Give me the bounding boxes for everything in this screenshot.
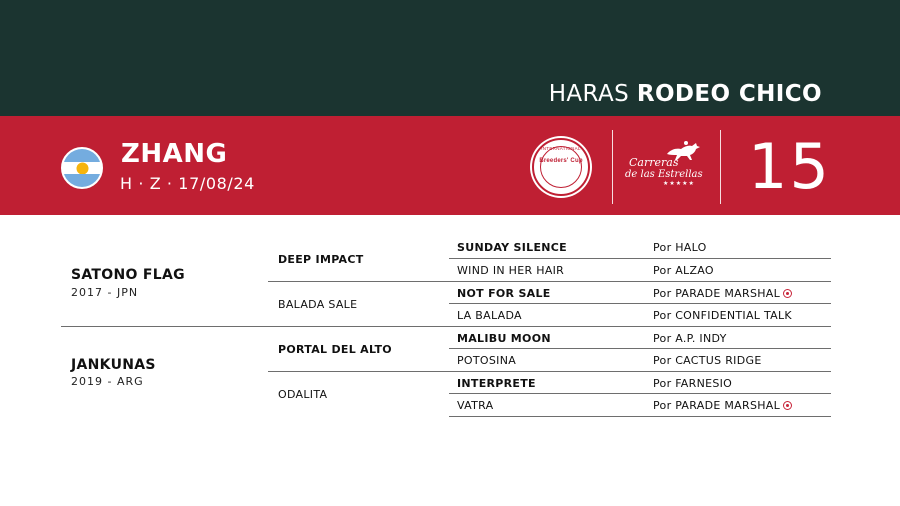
divider xyxy=(720,130,721,204)
g3-por: Por HALO xyxy=(653,241,707,254)
carreras-line1: Carreras xyxy=(629,156,679,169)
argentina-flag-icon xyxy=(61,147,103,189)
sire-sire: DEEP IMPACT xyxy=(278,253,364,266)
row-line xyxy=(449,393,831,394)
g3-por-with-marker xyxy=(653,399,792,412)
g3-name: LA BALADA xyxy=(457,309,522,322)
row-line xyxy=(268,281,831,282)
top-band xyxy=(0,0,900,116)
horse-name: ZHANG xyxy=(121,139,228,169)
g3-name: INTERPRETE xyxy=(457,377,536,390)
g3-por: Por ALZAO xyxy=(653,264,714,277)
g3-por: Por A.P. INDY xyxy=(653,332,727,345)
row-line xyxy=(268,371,831,372)
g3-name: WIND IN HER HAIR xyxy=(457,264,565,277)
g3-por-text: Por PARADE MARSHAL xyxy=(653,287,781,300)
g3-por-with-marker xyxy=(653,287,792,300)
g3-name: MALIBU MOON xyxy=(457,332,551,345)
flag-stripe-top xyxy=(63,149,101,162)
race-number: 15 xyxy=(748,130,831,203)
row-line xyxy=(449,416,831,417)
horse-header xyxy=(0,116,900,215)
row-line xyxy=(449,348,831,349)
carreras-logo xyxy=(625,144,705,198)
brand-light: HARAS xyxy=(548,81,637,107)
sire-sub: 2017 - JPN xyxy=(71,286,139,299)
seal-text: Breeders' Cup xyxy=(539,158,583,164)
brand-bold: RODEO CHICO xyxy=(636,81,822,107)
g3-name: VATRA xyxy=(457,399,494,412)
record-marker-icon xyxy=(783,289,792,298)
g3-name: NOT FOR SALE xyxy=(457,287,551,300)
dam-sub: 2019 - ARG xyxy=(71,375,144,388)
dam-name: JANKUNAS xyxy=(71,357,156,373)
divider xyxy=(612,130,613,204)
stars-icon: ★★★★★ xyxy=(663,181,695,187)
pedigree-table xyxy=(0,215,900,506)
seal-inner-ring xyxy=(540,146,582,188)
sire-name: SATONO FLAG xyxy=(71,267,185,283)
g3-por: Por CONFIDENTIAL TALK xyxy=(653,309,792,322)
dam-sire: PORTAL DEL ALTO xyxy=(278,343,392,356)
dam-dam: ODALITA xyxy=(278,388,328,401)
flag-stripe-bottom xyxy=(63,174,101,187)
row-line xyxy=(449,258,831,259)
g3-name: POTOSINA xyxy=(457,354,517,367)
record-marker-icon xyxy=(783,401,792,410)
g3-por: Por FARNESIO xyxy=(653,377,733,390)
sire-dam: BALADA SALE xyxy=(278,298,358,311)
carreras-line2: de las Estrellas xyxy=(625,169,703,180)
sun-of-may-icon xyxy=(78,164,87,173)
breeders-cup-seal-icon xyxy=(532,138,590,196)
seal-top-text: INTERNATIONAL xyxy=(541,146,581,151)
brand-title xyxy=(549,80,822,107)
g3-por: Por CACTUS RIDGE xyxy=(653,354,762,367)
horse-info: H · Z · 17/08/24 xyxy=(120,174,255,193)
section-line xyxy=(61,326,831,327)
g3-name: SUNDAY SILENCE xyxy=(457,241,567,254)
g3-por-text: Por PARADE MARSHAL xyxy=(653,399,781,412)
row-line xyxy=(449,303,831,304)
